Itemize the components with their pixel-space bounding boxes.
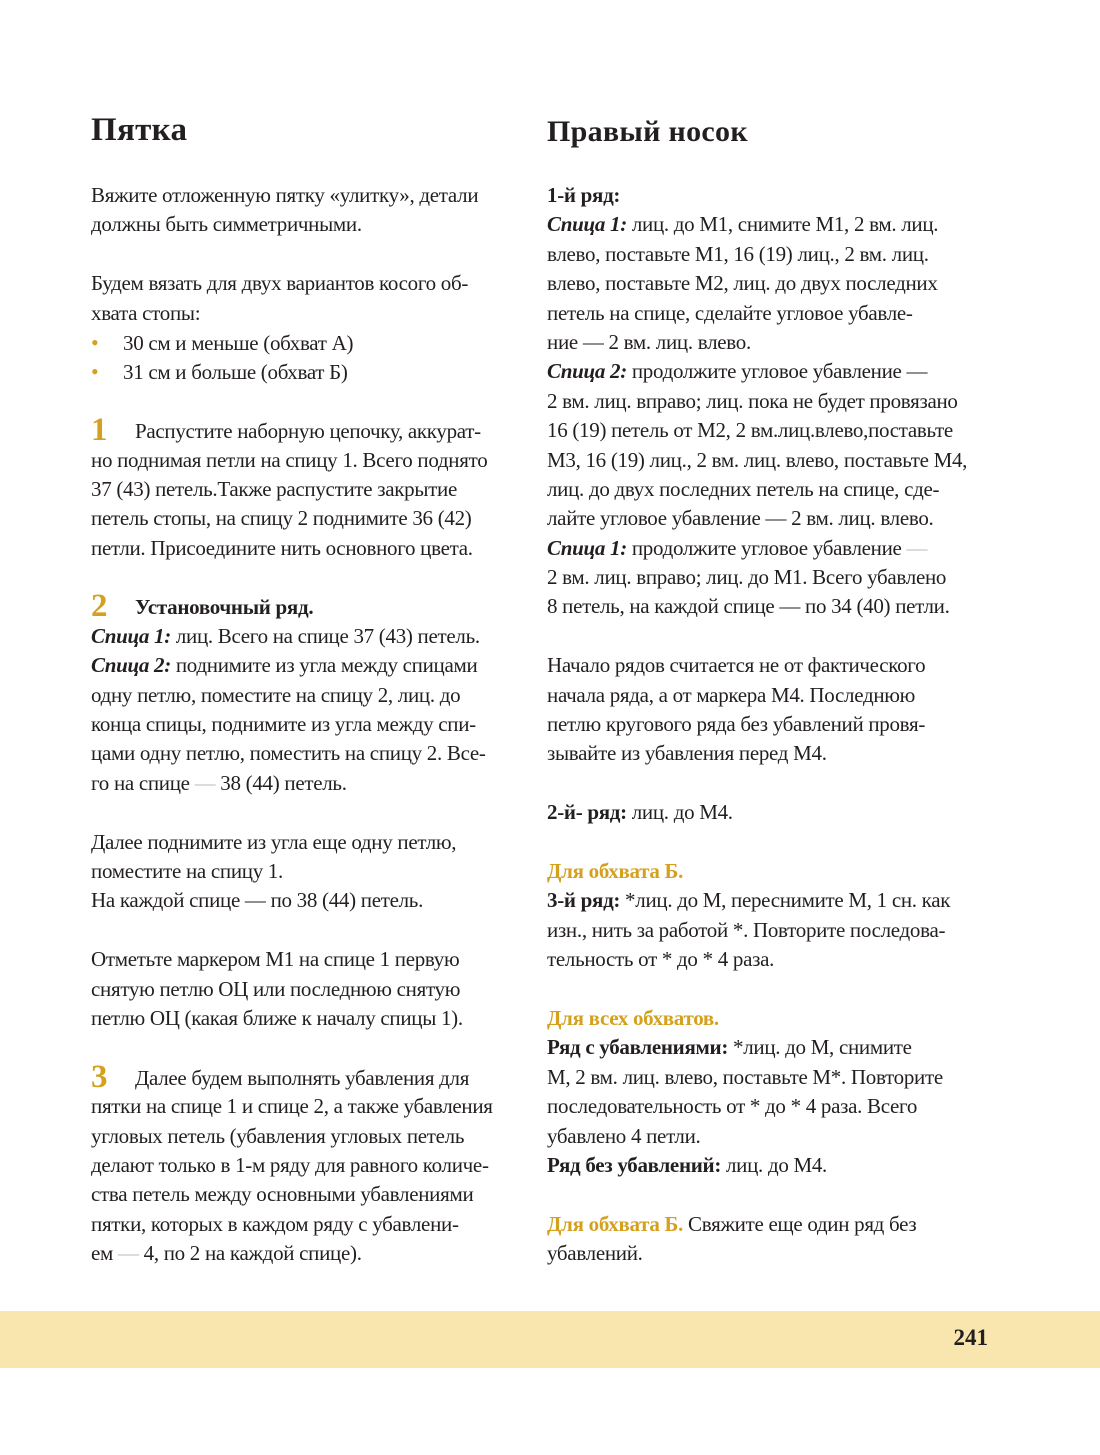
dash: — — [117, 1241, 139, 1266]
text-run: делают только в 1-м ряду для равного количе- — [91, 1152, 489, 1177]
text-line — [91, 1180, 531, 1209]
text-line — [547, 592, 987, 621]
text-run: снятую петлю ОЦ или последнюю снятую — [91, 976, 461, 1001]
text-line — [547, 240, 987, 269]
bullet-icon: • — [91, 359, 99, 385]
text-run: 2 вм. лиц. вправо; лиц. до М1. Всего убавлено — [547, 565, 947, 590]
text-line — [547, 387, 987, 416]
text-run: петли. Присоедините нить основного цвета. — [91, 535, 473, 560]
step-number: 2 — [91, 588, 108, 625]
blank-line — [91, 563, 531, 592]
size-note-heading: Для обхвата Б. — [547, 1211, 684, 1236]
text-line — [547, 534, 987, 563]
text-run: пятки на спице 1 и спице 2, а также убавления — [91, 1094, 493, 1119]
text-line — [547, 475, 987, 504]
text-line — [91, 739, 531, 768]
text-line — [91, 857, 531, 886]
text-line — [547, 739, 987, 768]
needle-label: Спица 2: — [91, 653, 171, 678]
blank-line — [547, 769, 987, 798]
text-run: угловых петель (убавления угловых петель — [91, 1123, 465, 1148]
text-run: поднимите из угла между спицами — [170, 653, 478, 678]
text-run: 2 вм. лиц. вправо; лиц. пока не будет провязано — [547, 388, 958, 413]
text-run: ние — 2 вм. лиц. влево. — [547, 329, 751, 354]
blank-line — [91, 798, 531, 827]
text-run: одну петлю, поместите на спицу 2, лиц. до — [91, 682, 461, 707]
bold-label: Установочный ряд. — [135, 595, 314, 620]
text-line — [547, 269, 987, 298]
text-line — [547, 1210, 987, 1239]
text-line — [547, 798, 987, 827]
text-run: петлю кругового ряда без убавлений провя- — [547, 712, 926, 737]
text-line — [91, 769, 531, 798]
text-run: М, 2 вм. лиц. влево, поставьте М*. Повторите — [547, 1064, 943, 1089]
text-line — [91, 651, 531, 680]
blank-line — [547, 1180, 987, 1209]
text-line — [91, 1092, 531, 1121]
text-run: но поднимая петли на спицу 1. Всего поднято — [91, 447, 488, 472]
text-run: 30 см и меньше (обхват А) — [123, 330, 354, 355]
text-run: хвата стопы: — [91, 300, 201, 325]
text-run: лайте угловое убавление — 2 вм. лиц. влево. — [547, 506, 934, 531]
text-line — [91, 828, 531, 857]
step-number: 1 — [91, 412, 108, 449]
text-line — [91, 945, 531, 974]
text-line — [547, 681, 987, 710]
text-run: начала ряда, а от маркера М4. Последнюю — [547, 682, 916, 707]
text-run: конца спицы, поднимите из угла между спи- — [91, 712, 476, 737]
dash: — — [906, 535, 928, 560]
text-run: должны быть симметричными. — [91, 212, 362, 237]
size-note-heading: Для обхвата Б. — [547, 858, 684, 883]
text-line — [547, 1122, 987, 1151]
text-line — [91, 534, 531, 563]
text-line — [91, 446, 531, 475]
blank-line — [91, 1033, 531, 1062]
text-run: Будем вязать для двух вариантов косого об- — [91, 271, 469, 296]
text-line — [547, 181, 987, 210]
text-line — [547, 857, 987, 886]
text-line — [91, 1239, 531, 1268]
text-line — [91, 622, 531, 651]
text-run: последовательность от * до * 4 раза. Всего — [547, 1094, 918, 1119]
text-run: На каждой спице — по 38 (44) петель. — [91, 888, 424, 913]
text-run: лиц. до М4. — [626, 800, 733, 825]
footer-band — [0, 1311, 1100, 1368]
blank-line — [547, 622, 987, 651]
text-line — [91, 269, 531, 298]
blank-line — [91, 387, 531, 416]
text-run: ства петель между основными убавлениями — [91, 1182, 474, 1207]
text-line — [91, 357, 531, 386]
blank-line — [547, 975, 987, 1004]
text-line — [547, 1239, 987, 1268]
text-run: Вяжите отложенную пятку «улитку», детали — [91, 183, 479, 207]
blank-line — [91, 240, 531, 269]
text-line — [547, 1004, 987, 1033]
text-run: Свяжите еще один ряд без — [683, 1211, 917, 1236]
text-run: петлю ОЦ (какая ближе к началу спицы 1). — [91, 1005, 463, 1030]
text-run: убавлено 4 петли. — [547, 1123, 701, 1148]
text-line — [91, 975, 531, 1004]
text-run: 4, по 2 на каждой спице). — [138, 1241, 362, 1266]
text-line — [547, 357, 987, 386]
text-line — [547, 1033, 987, 1062]
text-line — [547, 563, 987, 592]
needle-label: Спица 1: — [547, 535, 627, 560]
text-run: Начало рядов считается не от фактического — [547, 653, 926, 678]
text-line — [91, 181, 531, 210]
text-line — [547, 886, 987, 915]
text-run: влево, поставьте М1, 16 (19) лиц., 2 вм. лиц. — [547, 241, 929, 266]
text-run: лиц. Всего на спице 37 (43) петель. — [170, 623, 480, 648]
bold-label: 1-й ряд: — [547, 183, 621, 207]
bold-label: Ряд с убавлениями: — [547, 1035, 729, 1060]
text-run: М3, 16 (19) лиц., 2 вм. лиц. влево, поставьте М4, — [547, 447, 968, 472]
text-run: *лиц. до М, переснимите М, 1 сн. как — [620, 888, 951, 913]
text-line — [547, 916, 987, 945]
text-run: цами одну петлю, поместить на спицу 2. Все- — [91, 741, 486, 766]
text-line — [547, 210, 987, 239]
heading-heel: Пятка — [91, 112, 188, 148]
text-run: продолжите угловое убавление — [626, 535, 907, 560]
text-run: 8 петель, на каждой спице — по 34 (40) петли. — [547, 594, 950, 619]
text-line — [547, 651, 987, 680]
text-line — [91, 1122, 531, 1151]
text-line — [547, 945, 987, 974]
text-line — [547, 1151, 987, 1180]
bold-label: Ряд без убавлений: — [547, 1152, 722, 1177]
text-run: 37 (43) петель.Также распустите закрытие — [91, 476, 458, 501]
text-run: лиц. до М1, снимите М1, 2 вм. лиц. — [626, 212, 939, 237]
text-run: изн., нить за работой *. Повторите последова- — [547, 917, 946, 942]
text-run: продолжите угловое убавление — — [626, 359, 928, 384]
needle-label: Спица 1: — [547, 212, 627, 237]
text-line — [547, 710, 987, 739]
heading-right-sock: Правый носок — [547, 115, 748, 148]
text-run: лиц. до двух последних петель на спице, сде- — [547, 476, 940, 501]
text-run: тельность от * до * 4 раза. — [547, 947, 775, 972]
bold-label: 3-й ряд: — [547, 888, 621, 913]
text-line — [91, 299, 531, 328]
text-run: Распустите наборную цепочку, аккурат- — [135, 419, 481, 444]
size-note-heading: Для всех обхватов. — [547, 1005, 719, 1030]
text-run: Далее будем выполнять убавления для — [135, 1065, 470, 1090]
text-line — [91, 588, 531, 625]
text-run: ем — [91, 1241, 118, 1266]
step-number: 3 — [91, 1058, 108, 1095]
text-line — [91, 328, 531, 357]
text-run: лиц. до М4. — [721, 1152, 828, 1177]
text-line — [547, 446, 987, 475]
text-line — [91, 1151, 531, 1180]
bullet-icon: • — [91, 329, 99, 355]
text-run: 31 см и больше (обхват Б) — [123, 360, 348, 385]
text-run: влево, поставьте М2, лиц. до двух последних — [547, 271, 938, 296]
right-column — [547, 181, 987, 1268]
text-line — [91, 886, 531, 915]
text-run: Отметьте маркером М1 на спице 1 первую — [91, 947, 460, 972]
text-run: убавлений. — [547, 1241, 643, 1266]
text-run: зывайте из убавления перед М4. — [547, 741, 827, 766]
text-run: поместите на спицу 1. — [91, 858, 284, 883]
text-line — [91, 210, 531, 239]
blank-line — [91, 916, 531, 945]
text-line — [91, 681, 531, 710]
blank-line — [547, 828, 987, 857]
text-line — [547, 328, 987, 357]
needle-label: Спица 2: — [547, 359, 627, 384]
text-run: петель на спице, сделайте угловое убавле- — [547, 300, 913, 325]
text-line — [547, 299, 987, 328]
text-line — [547, 416, 987, 445]
needle-label: Спица 1: — [91, 623, 171, 648]
left-column — [91, 181, 531, 1268]
text-line — [547, 1092, 987, 1121]
text-run: петель стопы, на спицу 2 поднимите 36 (42) — [91, 506, 472, 531]
text-line — [91, 1058, 531, 1095]
text-line — [91, 475, 531, 504]
text-line — [91, 412, 531, 449]
text-run: *лиц. до М, снимите — [728, 1035, 912, 1060]
text-line — [91, 710, 531, 739]
text-run: 16 (19) петель от М2, 2 вм.лиц.влево,поставьте — [547, 418, 953, 443]
bold-label: 2-й- ряд: — [547, 800, 627, 825]
text-run: го на спице — [91, 770, 195, 795]
text-line — [91, 1210, 531, 1239]
text-line — [547, 504, 987, 533]
text-run: пятки, которых в каждом ряду с убавлени- — [91, 1211, 459, 1236]
text-line — [91, 504, 531, 533]
text-line — [91, 1004, 531, 1033]
text-run: 38 (44) петель. — [215, 770, 347, 795]
page-number: 241 — [953, 1325, 988, 1350]
text-run: Далее поднимите из угла еще одну петлю, — [91, 829, 457, 854]
text-line — [547, 1063, 987, 1092]
dash: — — [194, 770, 216, 795]
